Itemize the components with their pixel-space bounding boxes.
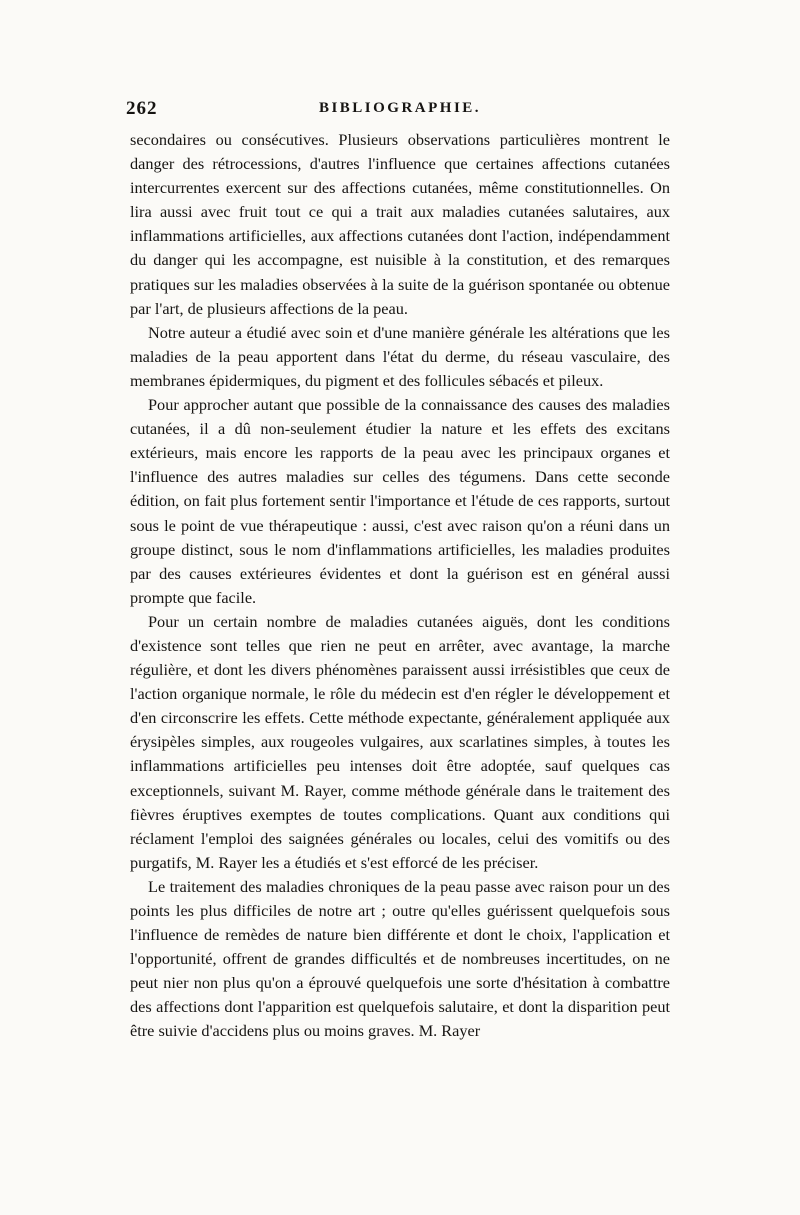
paragraph-5: Le traitement des maladies chroniques de la peau passe avec raison pour un des points les plus difficiles de notre art ; outre qu'elles guérissent quelquefois sous l'influence de remèdes de nature bien différente et dont le choix, l'application et l'opportunité, offrent de grandes difficultés et de nombreuses incertitudes, on ne peut nier non plus qu'on a éprouvé quelquefois une sorte d'hésitation à combattre des affections dont l'apparition est quelquefois salutaire, et dont la disparition peut être suivie d'accidens plus ou moins graves. M. Rayer <box>130 876 670 1041</box>
paragraph-4: Pour un certain nombre de maladies cutanées aiguës, dont les conditions d'existence sont telles que rien ne peut en arrêter, avec avantage, la marche régulière, et dont les divers phénomènes paraissent aussi irrésistibles que ceux de l'action organique normale, le rôle du médecin est d'en régler le développement et d'en circonscrire les effets. Cette méthode expectante, généralement appliquée aux érysipèles simples, aux rougeoles vulgaires, aux scarlatines simples, à toutes les inflammations artificielles peu intenses doit être adoptée, sauf quelques cas exceptionnels, suivant M. Rayer, comme méthode générale dans le traitement des fièvres éruptives exemptes de toutes complications. Quant aux conditions qui réclament l'emploi des saignées générales ou locales, celui des vomitifs ou des purgatifs, M. Rayer les a étudiés et s'est efforcé de les préciser. <box>130 611 670 872</box>
page-number: 262 <box>126 98 158 119</box>
paragraph-2: Notre auteur a étudié avec soin et d'une manière générale les altérations que les maladies de la peau apportent dans l'état du derme, du réseau vasculaire, des membranes épidermiques, du pigment et des follicules sébacés et pileux. <box>130 322 670 390</box>
running-title: BIBLIOGRAPHIE. <box>318 100 482 116</box>
book-page <box>126 98 670 1044</box>
paragraph-1: secondaires ou consécutives. Plusieurs observations particulières montrent le danger des rétrocessions, d'autres l'influence que certaines affections cutanées intercurrentes exercent sur des affections cutanées, même constitutionnelles. On lira aussi avec fruit tout ce qui a trait aux maladies cutanées salutaires, aux inflammations artificielles, aux affections cutanées dont l'action, indépendamment du danger qui les accompagne, est nuisible à la constitution, et des remarques pratiques sur les maladies observées à la suite de la guérison spontanée ou obtenue par l'art, de plusieurs affections de la peau. <box>130 130 670 318</box>
running-head <box>126 98 670 124</box>
paragraph-3: Pour approcher autant que possible de la connaissance des causes des maladies cutanées, il a dû non-seulement étudier la nature et les effets des excitans extérieurs, mais encore les rapports de la peau avec les principaux organes et l'influence des autres maladies sur celles des tégumens. Dans cette seconde édition, on fait plus fortement sentir l'importance et l'étude de ces rapports, surtout sous le point de vue thérapeutique : aussi, c'est avec raison qu'on a réuni dans un groupe distinct, sous le nom d'inflammations artificielles, les maladies produites par des causes extérieures évidentes et dont la guérison est en général aussi prompte que facile. <box>130 395 670 607</box>
